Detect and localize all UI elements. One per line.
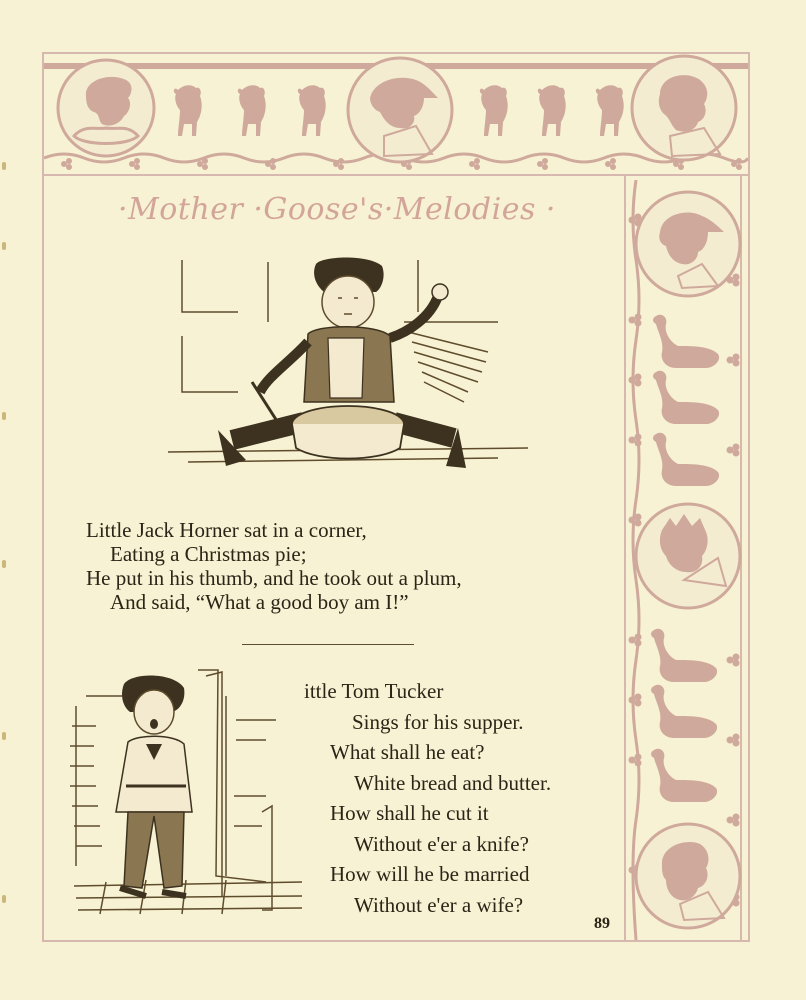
- man-portrait-icon: [632, 56, 736, 160]
- binding-mark: [2, 732, 6, 740]
- binding-mark: [2, 242, 6, 250]
- page-title: ·Mother ·Goose's·Melodies ·: [118, 192, 556, 227]
- poem-line: Little Jack Horner sat in a corner,: [86, 518, 367, 542]
- poem-line: Sings for his supper.: [352, 709, 524, 734]
- poem-line: And said, “What a good boy am I!”: [110, 590, 409, 614]
- poem-line: White bread and butter.: [354, 770, 552, 795]
- man-portrait-icon: [636, 824, 740, 928]
- side-decorative-band: [626, 180, 746, 940]
- boy-figure: [116, 675, 192, 896]
- boy-figure: [218, 258, 466, 469]
- jester-portrait-icon: [58, 60, 154, 156]
- poem-line: What shall he eat?: [330, 740, 485, 764]
- page-number: 89: [594, 915, 610, 932]
- man-with-hat-portrait-icon: [348, 58, 452, 162]
- section-divider: [242, 644, 414, 645]
- jack-horner-poem: [86, 518, 606, 614]
- poem-line: Without e'er a knife?: [354, 831, 529, 856]
- poem-line: How shall he cut it: [330, 801, 489, 825]
- tom-tucker-illustration: [66, 666, 306, 916]
- man-with-cap-portrait-icon: [636, 192, 740, 296]
- jack-horner-illustration: [168, 252, 528, 487]
- goose-silhouette-icon: [653, 315, 719, 486]
- binding-mark: [2, 895, 6, 903]
- poem-line: Eating a Christmas pie;: [110, 542, 307, 566]
- poem-line: He put in his thumb, and he took out a plum,: [86, 566, 462, 590]
- top-decorative-band: [44, 54, 748, 172]
- poem-line: How will he be married: [330, 862, 530, 886]
- binding-mark: [2, 412, 6, 420]
- tom-tucker-poem: [304, 676, 624, 920]
- binding-mark: [2, 560, 6, 568]
- poem-line: ittle Tom Tucker: [304, 679, 444, 703]
- king-portrait-icon: [636, 504, 740, 608]
- goose-silhouette-icon: [651, 629, 717, 802]
- poem-line: Without e'er a wife?: [354, 892, 524, 917]
- top-band-rule: [44, 174, 748, 176]
- binding-mark: [2, 162, 6, 170]
